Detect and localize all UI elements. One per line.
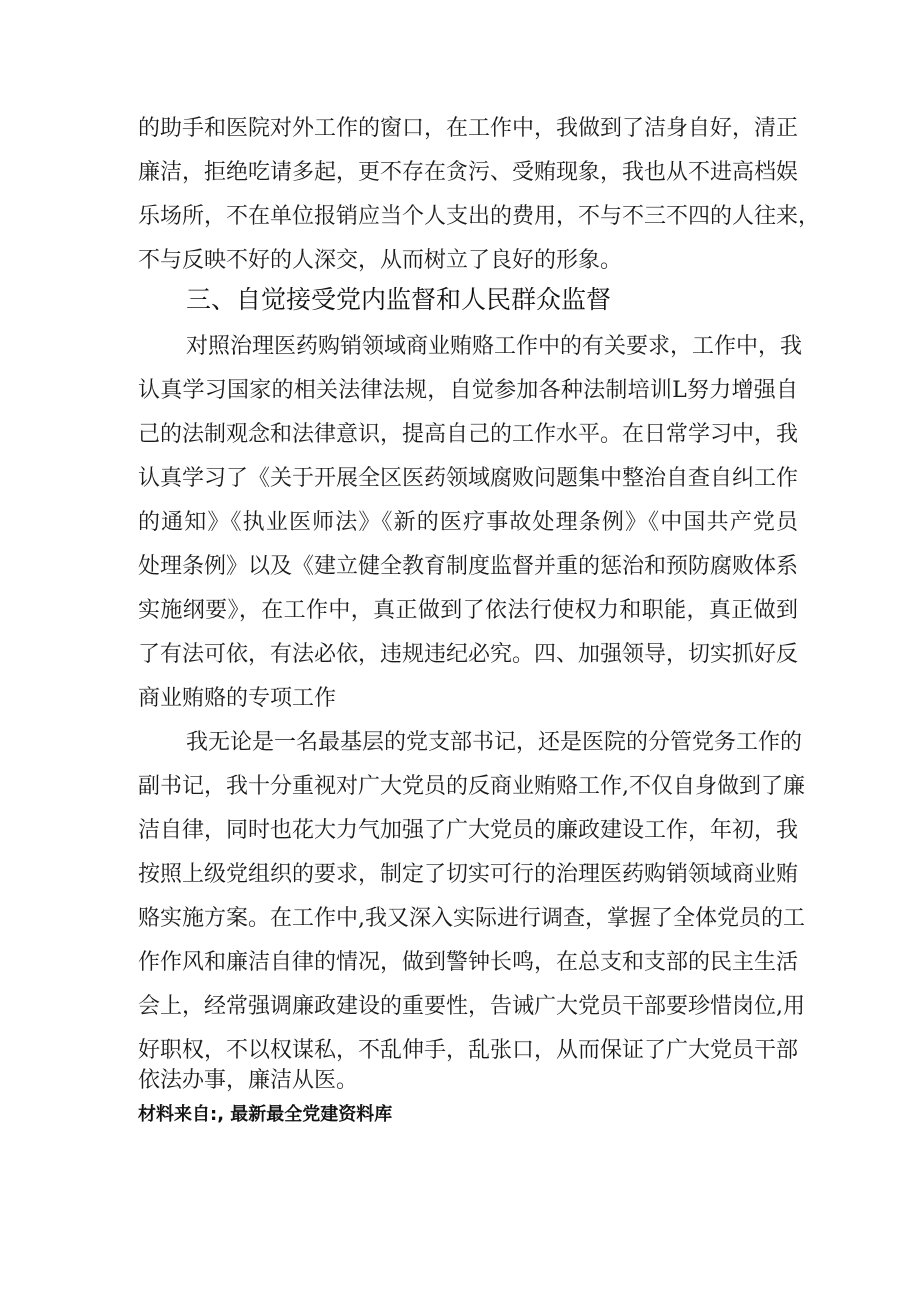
paragraph-1-line: 乐场所，不在单位报销应当个人支出的费用，不与不三不四的人往来， [138, 204, 821, 229]
paragraph-2-line: 了有法可依，有法必依，违规违纪必究。四、加强领导，切实抓好反 [138, 642, 799, 667]
paragraph-2-line: 认真学习了《关于开展全区医药领域腐败问题集中整治自查自纠工作 [138, 466, 799, 491]
paragraph-3-line: 副书记，我十分重视对广大党员的反商业贿赂工作,不仅自身做到了廉 [138, 774, 805, 799]
paragraph-2-line: 对照治理医药购销领域商业贿赂工作中的有关要求，工作中，我 [186, 334, 803, 359]
paragraph-1-line: 不与反映不好的人深交，从而树立了良好的形象。 [138, 248, 623, 273]
paragraph-3-line: 会上，经常强调廉政建设的重要性，告诫广大党员干部要珍惜岗位,用 [138, 994, 805, 1019]
paragraph-3-line: 按照上级党组织的要求，制定了切实可行的治理医药购销领域商业贿 [138, 862, 799, 887]
paragraph-1-line: 的助手和医院对外工作的窗口，在工作中，我做到了洁身自好，清正 [138, 116, 799, 141]
paragraph-3-line: 赂实施方案。在工作中,我又深入实际进行调查，掌握了全体党员的工 [138, 906, 805, 931]
section-heading: 三、自觉接受党内监督和人民群众监督 [186, 285, 612, 314]
paragraph-2-line: 实施纲要》，在工作中，真正做到了依法行使权力和职能，真正做到 [138, 598, 798, 623]
source-note: 材料来自:, 最新最全党建资料库 [138, 1104, 393, 1125]
paragraph-2-line: 商业贿赂的专项工作 [138, 686, 337, 711]
paragraph-2-line: 的通知》《执业医师法》《新的医疗事故处理条例》《中国共产党员 [138, 510, 798, 535]
paragraph-3-line: 洁自律，同时也花大力气加强了广大党员的廉政建设工作，年初，我 [138, 818, 799, 843]
paragraph-3-line: 我无论是一名最基层的党支部书记，还是医院的分管党务工作的 [186, 730, 803, 755]
paragraph-3-line: 作作风和廉洁自律的情况，做到警钟长鸣，在总支和支部的民主生活 [138, 950, 799, 975]
paragraph-3-line: 好职权，不以权谋私，不乱伸手，乱张口，从而保证了广大党员干部 [138, 1038, 799, 1063]
paragraph-1-line: 廉洁，拒绝吃请多起，更不存在贪污、受贿现象，我也从不进高档娱 [138, 160, 799, 185]
paragraph-2-line: 认真学习国家的相关法律法规，自觉参加各种法制培训L努力增强自 [138, 378, 798, 403]
paragraph-3-line: 依法办事，廉洁从医。 [138, 1068, 359, 1093]
paragraph-2-line: 处理条例》以及《建立健全教育制度监督并重的惩治和预防腐败体系 [138, 554, 799, 579]
paragraph-2-line: 己的法制观念和法律意识，提高自己的工作水平。在日常学习中，我 [138, 422, 799, 447]
